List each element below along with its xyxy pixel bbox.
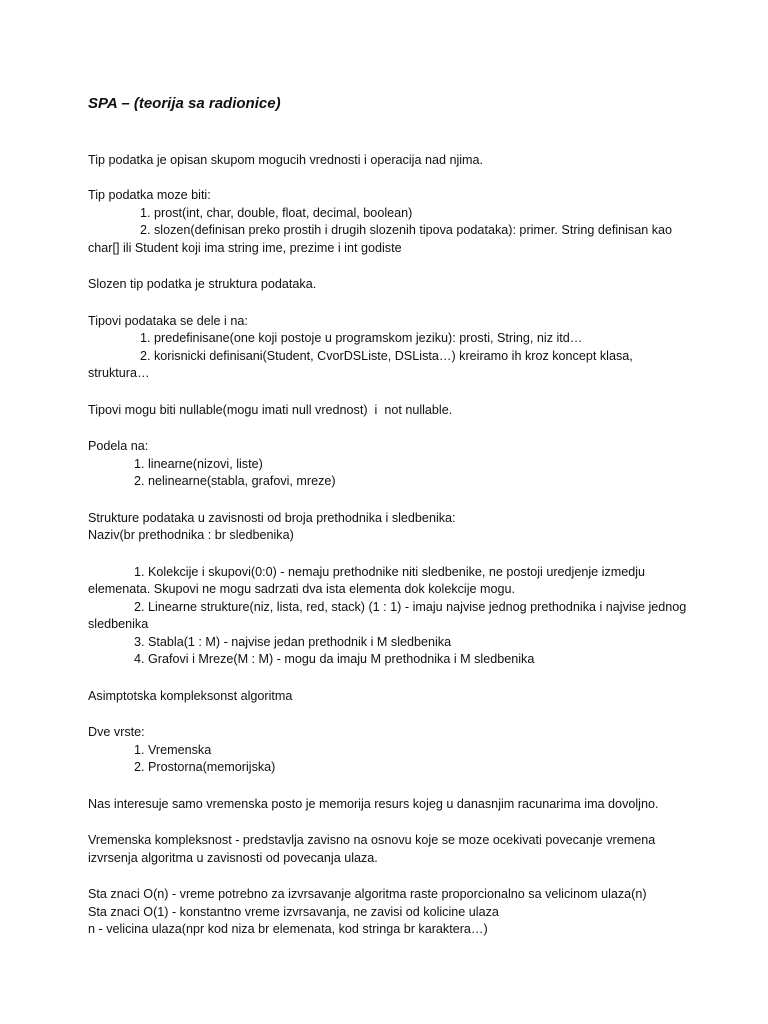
paragraph-time-complexity: Vremenska kompleksnost - predstavlja zavisno na osnovu koje se moze ocekivati povecanje vremena izvrsenja algoritma u zavisnosti od povecanja ulaza. — [88, 833, 659, 865]
list-item-graphs: 4. Grafovi i Mreze(M : M) - mogu da imaju M prethodnika i M sledbenika — [134, 652, 535, 666]
paragraph-complexity: Asimptotska kompleksonst algoritma — [88, 688, 293, 703]
list-item-time: 1. Vremenska — [134, 742, 212, 757]
list-item-collections: 1. Kolekcije i skupovi(0:0) - nemaju prethodnike niti sledbenike, ne postoji uredjenje izmedju elemenata. Skupovi ne mogu sadrzati dva ista elementa dok kolekcije mogu. — [88, 564, 649, 596]
list-item-user-defined: 2. korisnicki definisani(Student, CvorDSListe, DSLista…) kreiramo ih kroz koncept klasa, struktura… — [88, 348, 637, 380]
paragraph-n-definition: n - velicina ulaza(npr kod niza br elemenata, kod stringa br karaktera…) — [88, 922, 488, 936]
document-body — [88, 94, 688, 939]
list-item-linear-structures: 2. Linearne strukture(niz, lista, red, stack) (1 : 1) - imaju najvise jednog prethodnika i najvise jednog sledbenika — [88, 599, 690, 631]
list-item-prost: 1. prost(int, char, double, float, decimal, boolean) — [140, 205, 413, 220]
paragraph-structures: Strukture podataka u zavisnosti od broja prethodnika i sledbenika: — [88, 510, 456, 525]
list-item-trees: 3. Stabla(1 : M) - najvise jedan prethodnik i M sledbenika — [134, 634, 452, 649]
paragraph-nullable: Tipovi mogu biti nullable(mogu imati null vrednost) i not nullable. — [88, 402, 453, 417]
list-item-predefined: 1. predefinisane(one koji postoje u programskom jeziku): prosti, String, niz itd… — [140, 331, 583, 345]
paragraph-naming: Naziv(br prethodnika : br sledbenika) — [88, 528, 294, 542]
paragraph-o-1: Sta znaci O(1) - konstantno vreme izvrsavanja, ne zavisi od kolicine ulaza — [88, 904, 499, 919]
list-item-linear: 1. linearne(nizovi, liste) — [134, 456, 263, 471]
document-title: SPA – (teorija sa radionice) — [88, 95, 281, 112]
paragraph-types-division: Tipovi podataka se dele i na: — [88, 313, 248, 328]
list-item-space: 2. Prostorna(memorijska) — [134, 760, 276, 774]
paragraph-types-intro: Tip podatka moze biti: — [88, 188, 211, 202]
list-item-nonlinear: 2. nelinearne(stabla, grafovi, mreze) — [134, 474, 336, 488]
list-item-slozen: 2. slozen(definisan preko prostih i drugih slozenih tipova podataka): primer. String definisan kao char[] ili Student koji ima string ime, prezime i int godiste — [88, 223, 676, 255]
paragraph-division: Podela na: — [88, 439, 149, 453]
paragraph-interest: Nas interesuje samo vremenska posto je memorija resurs kojeg u danasnjim racunarima ima dovoljno. — [88, 796, 659, 811]
paragraph-two-kinds: Dve vrste: — [88, 725, 145, 739]
paragraph-definition: Tip podatka je opisan skupom mogucih vrednosti i operacija nad njima. — [88, 153, 484, 167]
paragraph-o-n: Sta znaci O(n) - vreme potrebno za izvrsavanje algoritma raste proporcionalno sa velicinom ulaza(n) — [88, 887, 647, 901]
paragraph-complex-type: Slozen tip podatka je struktura podataka. — [88, 277, 317, 291]
